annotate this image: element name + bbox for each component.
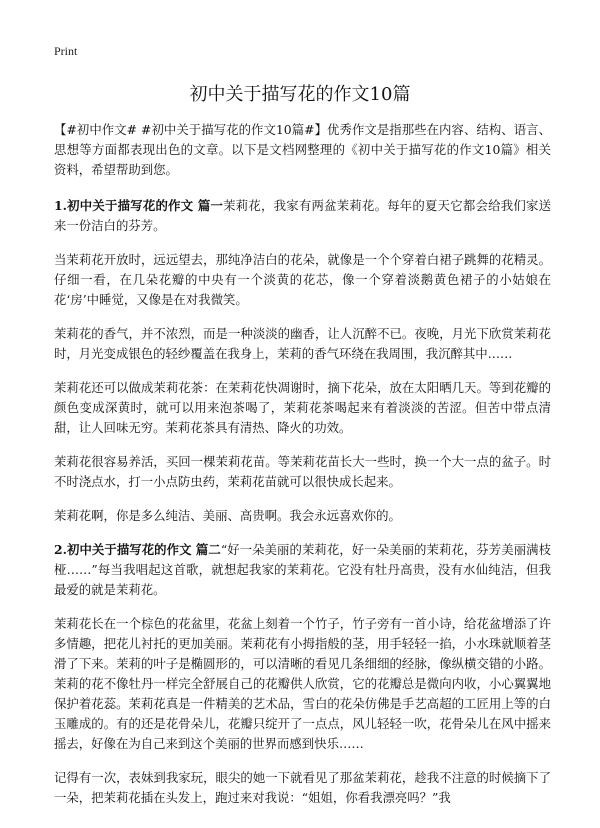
section-1-opening bbox=[54, 196, 551, 236]
intro-paragraph: 【#初中作文# #初中关于描写花的作文10篇#】优秀作文是指那些在内容、结构、语言、思想等方面都表现出色的文章。以下是文档网整理的《初中关于描写花的作文10篇》相关资料，希望帮助到您。 bbox=[54, 122, 551, 177]
document-title: 初中关于描写花的作文10篇 bbox=[189, 84, 411, 105]
section-2-opening bbox=[54, 540, 551, 600]
section-2-first-text: “好一朵美丽的茉莉花，好一朵美丽的茉莉花，芬芳美丽满枝桠……”每当我唱起这首歌，就想起我家的茉莉花。它没有牡丹高贵，没有水仙纯洁，但我最爱的就是茉莉花。 bbox=[54, 542, 551, 597]
print-label: Print bbox=[54, 44, 78, 58]
document-body bbox=[54, 120, 551, 822]
section-2-heading: 2.初中关于描写花的作文 篇二 bbox=[54, 542, 221, 557]
section-1-paragraph: 茉莉花的香气，并不浓烈，而是一种淡淡的幽香，让人沉醉不已。夜晚，月光下欣赏茉莉花时，月光变成银色的轻纱覆盖在我身上，茉莉的香气环绕在我周围，我沉醉其中…… bbox=[54, 326, 551, 361]
section-1-paragraph: 茉莉花还可以做成茉莉花茶：在茉莉花快凋谢时，摘下花朵，放在太阳晒几天。等到花瓣的颜色变成深黄时，就可以用来泡茶喝了，茉莉花茶喝起来有着淡淡的苦涩。但苦中带点清甜，让人回味无穷。茉莉花茶具有清热、降火的功效。 bbox=[54, 380, 551, 435]
section-1-paragraph: 当茉莉花开放时，远远望去，那纯净洁白的花朵，就像是一个个穿着白裙子跳舞的花精灵。仔细一看，在几朵花瓣的中央有一个淡黄的花芯，像一个穿着淡鹅黄色裙子的小姑娘在花‘房’中睡觉，又像是在对我微笑。 bbox=[54, 252, 551, 307]
section-1-first-text: 茉莉花，我家有两盆茉莉花。每年的夏天它都会给我们家送来一份洁白的芬芳。 bbox=[54, 198, 552, 233]
section-2-paragraph: 茉莉花长在一个棕色的花盆里，花盆上刻着一个竹子，竹子旁有一首小诗，给花盆增添了许多情趣，把花儿衬托的更加美丽。茉莉花有小拇指般的茎，用手轻轻一掐，小水珠就顺着茎滑了下来。茉莉的叶子是椭圆形的，可以清晰的看见几条细细的经脉，像纵横交错的小路。茉莉的花不像牡丹一样完全舒展自己的花瓣供人欣赏，它的花瓣总是微向内收，小心翼翼地保护着花蕊。茉莉花真是一件精美的艺术品，雪白的花朵仿佛是手艺高超的工匠用上等的白玉雕成的。有的还是花骨朵儿，花瓣只绽开了一点点，风儿轻轻一吹，花骨朵儿在风中摇来摇去，好像在为自己来到这个美丽的世界而感到快乐…… bbox=[54, 616, 551, 751]
section-2-paragraph: 记得有一次，表妹到我家玩，眼尖的她一下就看见了那盆茉莉花，趁我不注意的时候摘下了一朵，把茉莉花插在头发上，跑过来对我说：“姐姐，你看我漂亮吗？”我 bbox=[54, 770, 551, 805]
section-1-heading: 1.初中关于描写花的作文 篇一 bbox=[54, 198, 224, 213]
section-1-paragraph: 茉莉花很容易养活，买回一棵茉莉花苗。等茉莉花苗长大一些时，换一个大一点的盆子。时不时浇点水，打一小点防虫药，茉莉花苗就可以很快成长起来。 bbox=[54, 454, 551, 489]
section-1-paragraph: 茉莉花啊，你是多么纯洁、美丽、高贵啊。我会永远喜欢你的。 bbox=[54, 508, 401, 523]
